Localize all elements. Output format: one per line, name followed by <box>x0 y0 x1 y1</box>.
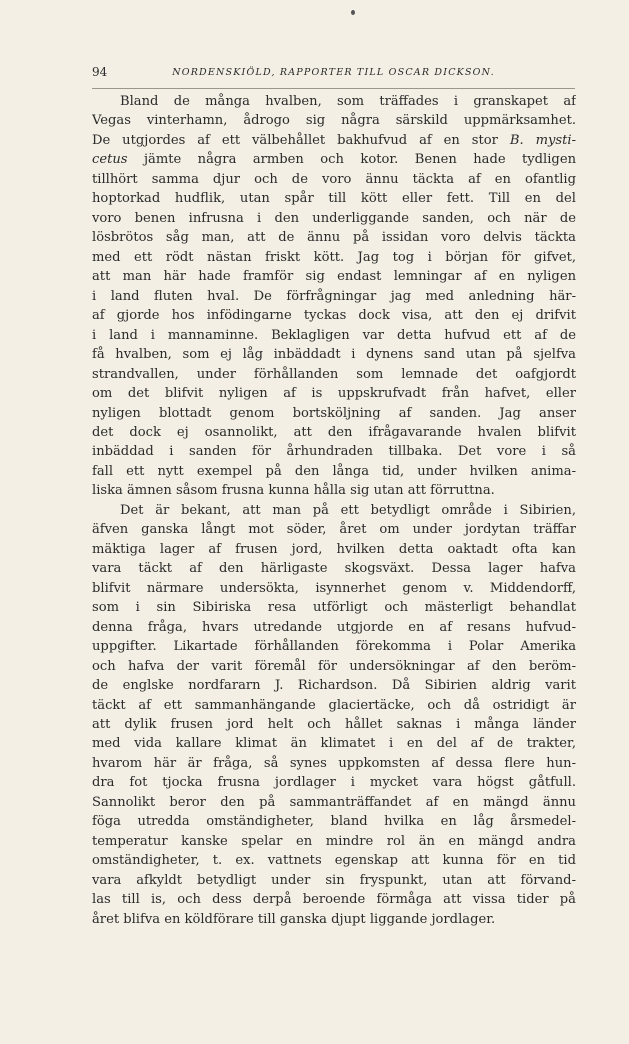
text-line: vara täckt af den härligaste skogsväxt. Dessa lager hafva <box>92 561 576 577</box>
text-line: Bland de många hvalben, som träffades i granskapet af <box>120 94 576 109</box>
species-name-italic: B. mysti- <box>509 132 576 148</box>
text-line: fall ett nytt exempel på den långa tid, under hvilken anima- <box>92 463 576 479</box>
text-line: inbäddad i sanden för århundraden tillbaka. Det vore i så <box>92 444 576 460</box>
text-line: tillhört samma djur och de voro ännu täckta af en ofantlig <box>92 171 576 187</box>
text-line: blifvit närmare undersökta, isynnerhet genom v. Middendorff, <box>92 580 576 596</box>
text-line-segment: De utgjordes af ett välbehållet bakhufvud af en stor <box>92 132 498 148</box>
text-line <box>92 131 576 150</box>
page-header <box>92 64 575 84</box>
text-line: få hvalben, som ej låg inbäddadt i dynens sand utan på sjelfva <box>92 347 576 363</box>
text-line: vara afkyldt betydligt under sin fryspunkt, utan att förvand- <box>92 872 576 888</box>
text-line: uppgifter. Likartade förhållanden förekomma i Polar Amerika <box>92 639 576 655</box>
text-line: denna fråga, hvars utredande utgjorde en af resans hufvud- <box>92 619 576 635</box>
text-line: som i sin Sibiriska resa utförligt och mästerligt behandlat <box>92 600 576 616</box>
text-line: täckt af ett sammanhängande glaciertäcke, och då ostridigt är <box>92 697 576 713</box>
text-line: äfven ganska långt mot söder, året om under jordytan träffar <box>92 522 576 538</box>
text-line: att man här hade framför sig endast lemningar af en nyligen <box>92 269 576 285</box>
text-line: Sannolikt beror den på sammanträffandet af en mängd ännu <box>92 794 576 810</box>
running-title: NORDENSKIÖLD, RAPPORTER TILL OSCAR DICKSON. <box>172 67 495 78</box>
text-line: Vegas vinterhamn, ådrogo sig några särskild uppmärksamhet. <box>92 113 576 129</box>
text-line: af gjorde hos infödingarne tyckas dock visa, att den ej drifvit <box>92 308 576 324</box>
text-line: temperatur kanske spelar en mindre rol än en mängd andra <box>92 833 576 849</box>
text-line: med vida kallare klimat än klimatet i en del af de trakter, <box>92 736 576 752</box>
text-line: strandvallen, under förhållanden som lemnade det oafgjordt <box>92 366 576 382</box>
text-line: och hafva der varit föremål för undersökningar af den beröm- <box>92 658 576 674</box>
text-line: med ett rödt nästan friskt kött. Jag tog i början för gifvet, <box>92 249 576 265</box>
text-line-segment: jämte några armben och kotor. Benen hade tydligen <box>143 152 576 168</box>
text-line: hoptorkad hudflik, utan spår till kött eller fett. Till en del <box>92 191 576 207</box>
text-line: lösbrötos såg man, att de ännu på issidan voro delvis täckta <box>92 230 576 246</box>
header-rule <box>92 88 575 89</box>
ink-speck <box>351 10 355 15</box>
text-line: mäktiga lager af frusen jord, hvilken detta oaktadt ofta kan <box>92 541 576 557</box>
text-line: dra fot tjocka frusna jordlager i mycket vara högst gåtfull. <box>92 775 576 791</box>
text-line: om det blifvit nyligen af is uppskrufvadt från hafvet, eller <box>92 386 576 402</box>
text-line: att dylik frusen jord helt och hållet saknas i många länder <box>92 717 576 732</box>
text-line: las till is, och dess derpå beroende förmåga att vissa tider på <box>92 892 576 908</box>
text-line: de englske nordfararn J. Richardson. Då Sibirien aldrig varit <box>92 678 576 694</box>
text-line: hvarom här är fråga, så synes uppkomsten af dessa flere hun- <box>92 755 576 771</box>
text-line <box>92 150 576 169</box>
text-line: året blifva en köldförare till ganska djupt liggande jordlager. <box>92 911 496 927</box>
text-line: voro benen infrusna i den underliggande sanden, och när de <box>92 210 576 226</box>
species-name-italic: cetus <box>92 152 128 168</box>
text-line: liska ämnen såsom frusna kunna hålla sig utan att förruttna. <box>92 483 495 499</box>
text-line: nyligen blottadt genom bortsköljning af sanden. Jag anser <box>92 405 576 421</box>
text-line: i land fluten hval. De förfrågningar jag med anledning här- <box>92 288 576 304</box>
text-line: i land i mannaminne. Beklagligen var detta hufvud ett af de <box>92 327 576 343</box>
text-line: Det är bekant, att man på ett betydligt område i Sibirien, <box>120 502 576 518</box>
text-line: omständigheter, t. ex. vattnets egenskap att kunna för en tid <box>92 853 576 869</box>
body-text <box>92 92 576 929</box>
text-line: föga utredda omständigheter, bland hvilka en låg årsmedel- <box>92 814 576 830</box>
text-line: det dock ej osannolikt, att den ifrågavarande hvalen blifvit <box>92 424 576 440</box>
page-number: 94 <box>92 65 108 79</box>
